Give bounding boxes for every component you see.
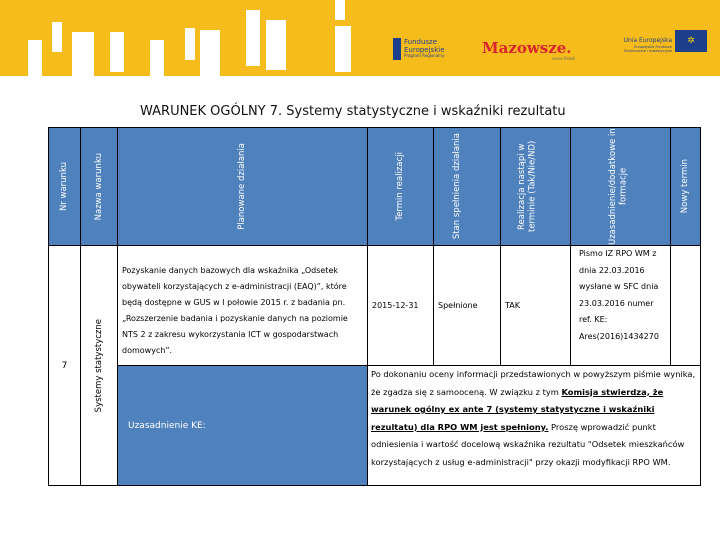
cell-nowy-termin	[670, 245, 701, 366]
header-label: Planowane działania	[237, 143, 248, 230]
header-planowane	[117, 127, 368, 246]
header-nowy-termin	[670, 127, 701, 246]
header-label: Nazwa warunku	[93, 152, 104, 221]
eu-funds-logo	[393, 38, 463, 59]
eu-logo-sub: Europejskie Fundusze Strukturalne i Inwestycyjne	[624, 44, 672, 53]
header-label: Uzasadnienie/dodatkowe informacje	[607, 128, 629, 245]
cell-nr: 7	[48, 245, 81, 486]
cell-termin: 2015-12-31	[367, 245, 434, 366]
eu-flag-icon: ✲	[675, 30, 707, 52]
header-uzasadnienie	[570, 127, 671, 246]
eu-logo	[612, 38, 672, 53]
cell-nazwa-text: Systemy statystyczne	[94, 318, 104, 413]
cell-uzasadnienie: Pismo IZ RPO WM z dnia 22.03.2016 wysłane w SFC dnia 23.03.2016 numer ref. KE: Ares(2016)1434270	[570, 245, 671, 366]
header-label: Nr warunku	[59, 161, 70, 212]
mazowsze-logo-text: Mazowsze.	[482, 39, 572, 57]
header-label: Termin realizacji	[395, 152, 406, 221]
eu-funds-logo-sub: Program Regionalny	[404, 53, 445, 59]
header-label: Nowy termin	[680, 159, 691, 214]
header-banner	[0, 0, 720, 76]
ke-label-cell: Uzasadnienie KE:	[117, 365, 368, 486]
header-label: Realizacja nastąpi w terminie (Tak/Nie/ND)	[516, 140, 538, 233]
ke-text-1: Po dokonaniu oceny informacji przedstawionych w powyższym piśmie wynika, że zgadza się z samooceną. W związku z tym	[371, 369, 696, 397]
header-termin	[367, 127, 434, 246]
header-label: Stan spełnienia działania	[452, 133, 462, 240]
ke-text-2: Proszę wprowadzić punkt odniesienia i wartość docelową wskaźnika rezultatu "Odsetek mieszkańców korzystających z usług e-administracji" przy okazji modyfikacji RPO WM.	[371, 421, 685, 467]
mazowsze-logo	[482, 40, 575, 62]
header-nazwa	[80, 127, 118, 246]
ke-text-cell	[367, 365, 701, 486]
ke-text-bold: Komisja stwierdza, że warunek ogólny ex ante 7 (systemy statystyczne i wskaźniki rezultatu) dla RPO WM jest spełniony.	[371, 386, 664, 432]
cell-planowane: Pozyskanie danych bazowych dla wskaźnika „Odsetek obywateli korzystających z e-administracji (EAQ)”, które będą dostępne w GUS w I połowie 2015 r. z badania pn. „Rozszerzenie badania i pozyskanie danych na poziomie NTS 2 z zakresu wykorzystania ICT w gospodarstwach domowych”.	[117, 245, 368, 366]
header-nr	[48, 127, 81, 246]
cell-realizacja: TAK	[500, 245, 571, 366]
mazowsze-logo-sub: serce Polski	[552, 56, 576, 62]
cell-nazwa	[80, 245, 118, 486]
eu-funds-logo-text: Fundusze Europejskie	[404, 38, 445, 55]
header-stan	[433, 127, 501, 246]
page-title: WARUNEK OGÓLNY 7. Systemy statystyczne i wskaźniki rezultatu	[140, 104, 566, 119]
cell-stan: Spełnione	[433, 245, 501, 366]
eu-logo-text: Unia Europejska	[623, 37, 672, 44]
header-realizacja	[500, 127, 571, 246]
